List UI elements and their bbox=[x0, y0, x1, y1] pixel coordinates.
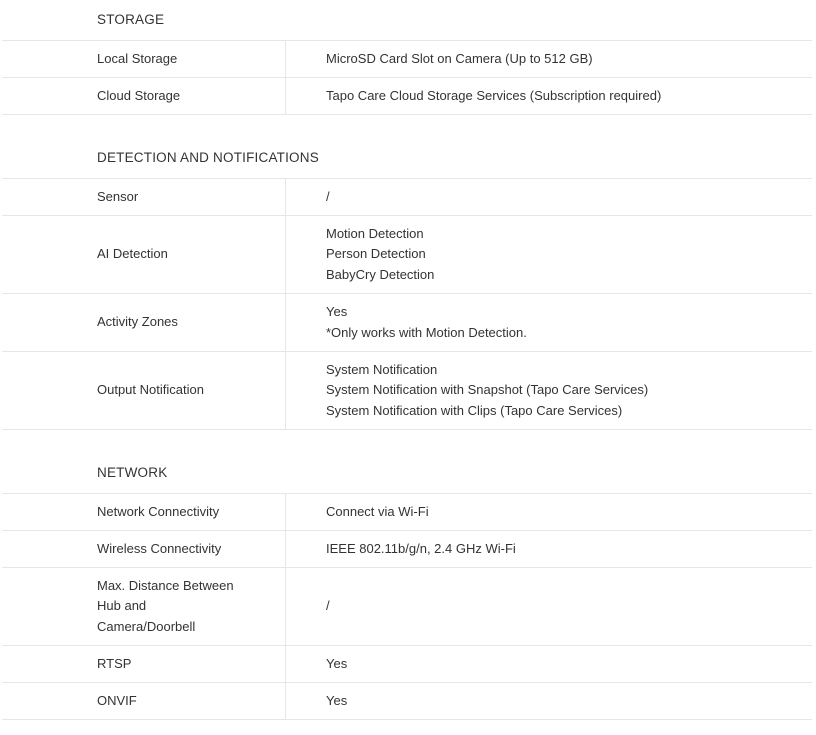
spec-row-ai-detection bbox=[2, 216, 812, 294]
spec-label: Network Connectivity bbox=[2, 494, 286, 530]
network-section bbox=[0, 453, 816, 720]
spec-value-line: System Notification with Clips (Tapo Care Services) bbox=[326, 402, 623, 418]
section-title-network: NETWORK bbox=[97, 465, 168, 480]
spec-value-line: *Only works with Motion Detection. bbox=[326, 324, 527, 340]
spec-label: Wireless Connectivity bbox=[2, 531, 286, 567]
spec-value-line: Connect via Wi-Fi bbox=[326, 503, 429, 519]
spec-value-line: / bbox=[326, 188, 330, 204]
spec-value bbox=[286, 78, 812, 114]
spec-row-output-notification bbox=[2, 352, 812, 430]
spec-value-line: MicroSD Card Slot on Camera (Up to 512 GB) bbox=[326, 50, 593, 66]
storage-section bbox=[0, 0, 816, 115]
spec-row-cloud-storage bbox=[2, 78, 812, 115]
spec-label-line: Hub and bbox=[97, 598, 147, 614]
spec-row-sensor bbox=[2, 179, 812, 216]
spec-value bbox=[286, 646, 812, 682]
spec-row-wireless-connectivity bbox=[2, 531, 812, 568]
spec-label: Activity Zones bbox=[2, 294, 286, 351]
spec-value-line: System Notification with Snapshot (Tapo Care Services) bbox=[326, 382, 649, 398]
spec-label: Cloud Storage bbox=[2, 78, 286, 114]
spec-label: Output Notification bbox=[2, 352, 286, 429]
spec-label: ONVIF bbox=[2, 683, 286, 719]
spec-value-line: Tapo Care Cloud Storage Services (Subscription required) bbox=[326, 87, 662, 103]
spec-row-max-distance bbox=[2, 568, 812, 646]
spec-value-line: Yes bbox=[326, 655, 348, 671]
spec-value-line: Yes bbox=[326, 304, 348, 319]
storage-spec-table bbox=[2, 40, 812, 115]
section-title-detection: DETECTION AND NOTIFICATIONS bbox=[97, 150, 319, 165]
spec-label: AI Detection bbox=[2, 216, 286, 293]
spec-value-line: BabyCry Detection bbox=[326, 266, 435, 282]
spec-value bbox=[286, 216, 812, 293]
detection-section bbox=[0, 138, 816, 430]
spec-value-line: Yes bbox=[326, 692, 348, 708]
spec-value bbox=[286, 179, 812, 215]
spec-value-line: System Notification bbox=[326, 361, 438, 377]
spec-value-line: IEEE 802.11b/g/n, 2.4 GHz Wi-Fi bbox=[326, 540, 516, 556]
spec-value bbox=[286, 683, 812, 719]
spec-value-line: / bbox=[326, 598, 330, 614]
spec-label: Sensor bbox=[2, 179, 286, 215]
spec-row-onvif bbox=[2, 683, 812, 720]
spec-value-line: Motion Detection bbox=[326, 225, 424, 241]
spec-value-line: Person Detection bbox=[326, 246, 426, 262]
detection-spec-table bbox=[2, 178, 812, 430]
spec-row-rtsp bbox=[2, 646, 812, 683]
spec-row-activity-zones bbox=[2, 294, 812, 352]
spec-value bbox=[286, 531, 812, 567]
network-spec-table bbox=[2, 493, 812, 720]
section-spacer bbox=[0, 115, 816, 138]
spec-label: Local Storage bbox=[2, 41, 286, 77]
section-spacer bbox=[0, 430, 816, 453]
spec-value bbox=[286, 352, 812, 429]
spec-value bbox=[286, 568, 812, 645]
spec-label: RTSP bbox=[2, 646, 286, 682]
spec-value bbox=[286, 294, 812, 351]
spec-label bbox=[2, 568, 286, 645]
spec-value bbox=[286, 41, 812, 77]
section-title-storage: STORAGE bbox=[97, 12, 165, 27]
spec-value bbox=[286, 494, 812, 530]
spec-label-line: Max. Distance Between bbox=[97, 577, 234, 593]
spec-row-local-storage bbox=[2, 41, 812, 78]
spec-row-network-connectivity bbox=[2, 494, 812, 531]
spec-label-line: Camera/Doorbell bbox=[97, 618, 196, 634]
